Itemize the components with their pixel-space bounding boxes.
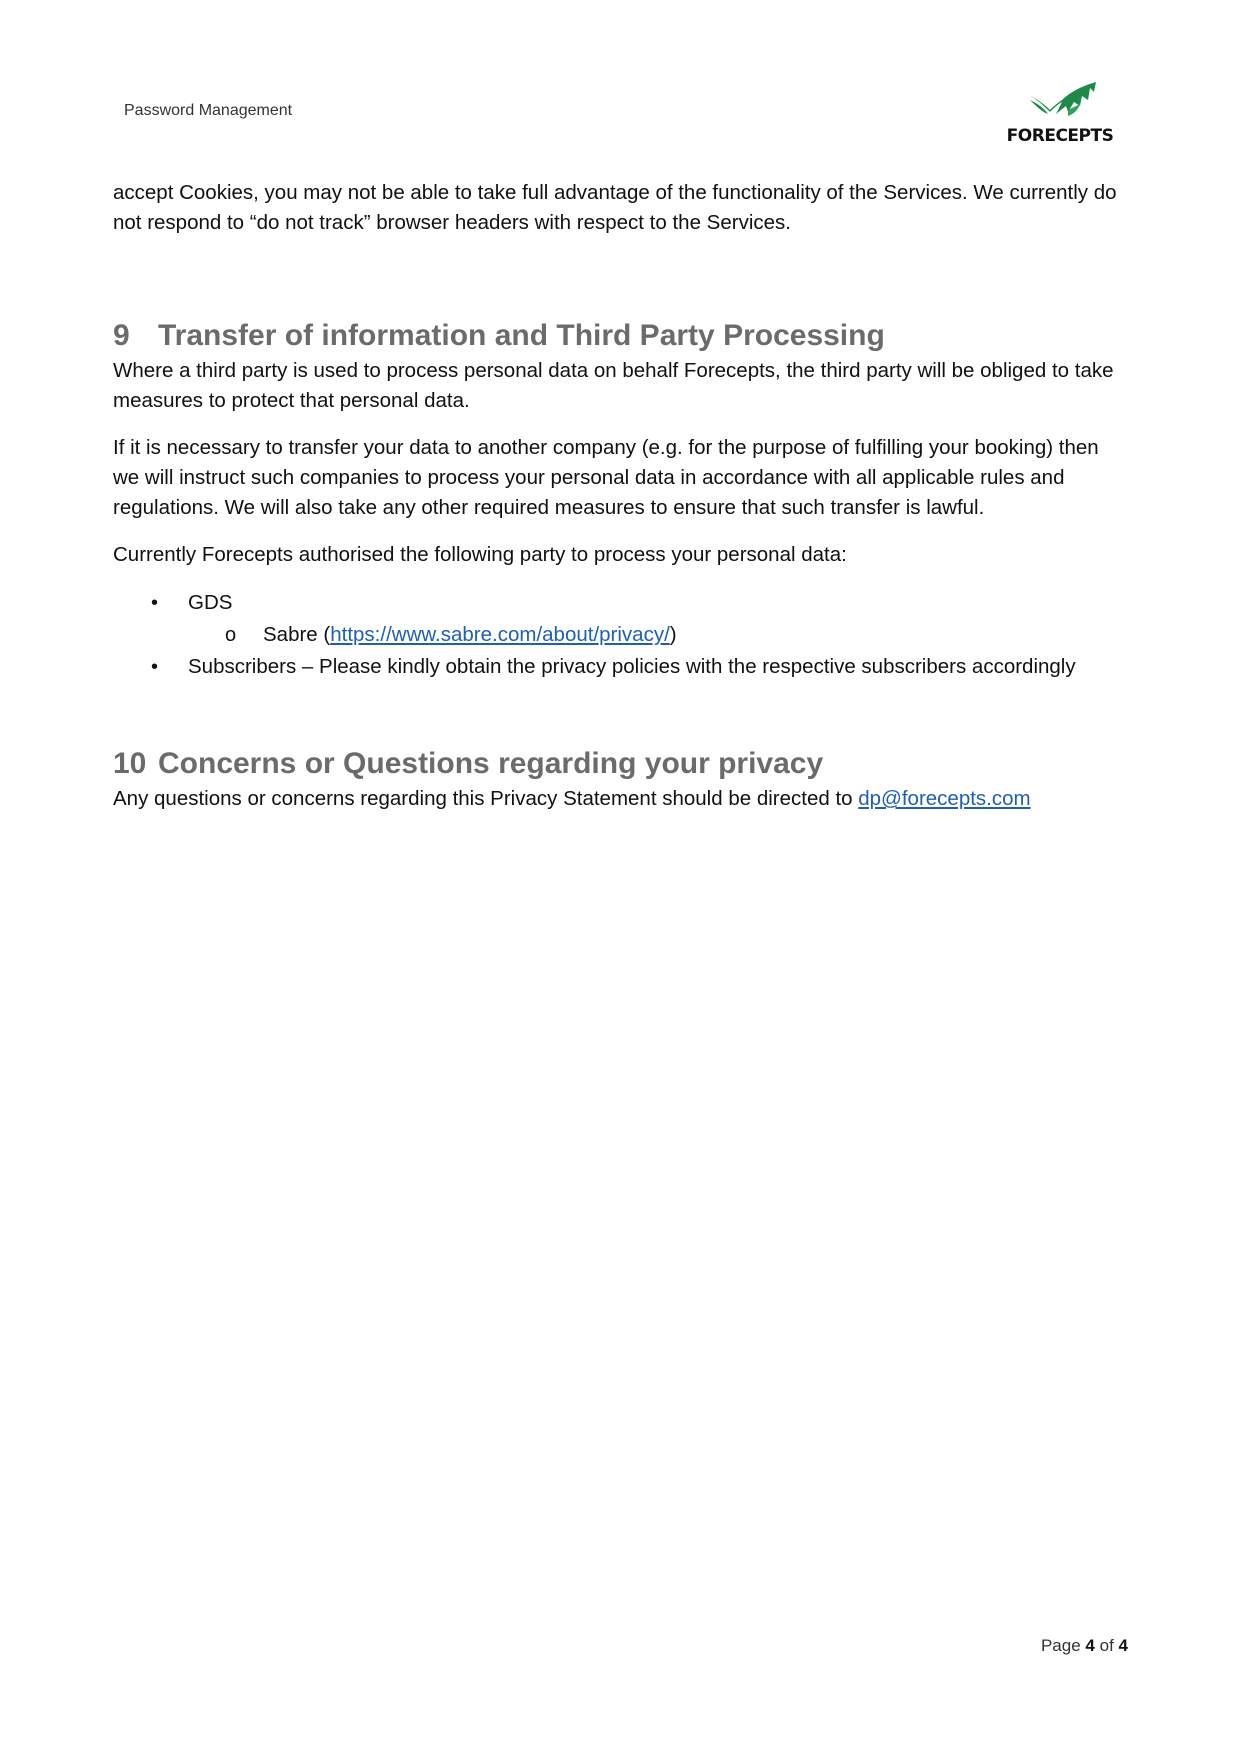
section-9-paragraph-2: If it is necessary to transfer your data to another company (e.g. for the purpose of fulfilling your booking) then we will instruct such companies to process your personal data in accordance with all applicable rules and regulations. We will also take any other required measures to ensure that such transfer is lawful. bbox=[113, 436, 1099, 519]
page-label: Page bbox=[1040, 1636, 1081, 1655]
contact-email-link[interactable]: dp@forecepts.com bbox=[858, 787, 1031, 810]
sub-item-prefix: Sabre ( bbox=[263, 623, 331, 646]
document-body bbox=[113, 178, 1129, 831]
logo-text: FORECEPTS bbox=[1006, 126, 1114, 146]
processor-list bbox=[113, 587, 1129, 683]
bullet-icon: • bbox=[151, 656, 159, 678]
section-title: Concerns or Questions regarding your privacy bbox=[158, 747, 824, 780]
company-logo bbox=[1004, 80, 1116, 148]
section-10-heading bbox=[113, 746, 1129, 782]
page-number bbox=[1041, 1636, 1128, 1656]
section-title: Transfer of information and Third Party Processing bbox=[158, 319, 885, 352]
list-item-text: Subscribers – Please kindly obtain the privacy policies with the respective subscribers accordingly bbox=[188, 655, 1076, 678]
circle-bullet-icon: o bbox=[225, 624, 237, 646]
page-of: of bbox=[1099, 1636, 1114, 1655]
sub-item-suffix: ) bbox=[669, 623, 677, 646]
bullet-icon: • bbox=[151, 592, 159, 614]
list-item-text: GDS bbox=[188, 591, 233, 614]
intro-paragraph: accept Cookies, you may not be able to take full advantage of the functionality of the Services. We currently do not respond to “do not track” browser headers with respect to the Services. bbox=[113, 181, 1117, 234]
sabre-privacy-link[interactable]: https://www.sabre.com/about/privacy/ bbox=[330, 623, 670, 646]
section-number: 9 bbox=[113, 319, 130, 352]
sub-list bbox=[188, 619, 1129, 651]
section-9-heading bbox=[113, 318, 1129, 354]
section-9-paragraph-1: Where a third party is used to process personal data on behalf Forecepts, the third party will be obliged to take measures to protect that personal data. bbox=[113, 359, 1114, 412]
leaf-bird-logo-icon bbox=[1022, 80, 1100, 128]
section-9-paragraph-3: Currently Forecepts authorised the following party to process your personal data: bbox=[113, 543, 847, 566]
contact-text: Any questions or concerns regarding this Privacy Statement should be directed to bbox=[113, 787, 859, 810]
header-title: Password Management bbox=[124, 102, 293, 119]
sub-list-item bbox=[188, 619, 1129, 651]
list-item bbox=[113, 587, 1129, 651]
section-10-paragraph bbox=[113, 784, 1129, 814]
page-total: 4 bbox=[1118, 1636, 1128, 1655]
page-current: 4 bbox=[1085, 1636, 1095, 1655]
list-item bbox=[113, 651, 1129, 683]
section-number: 10 bbox=[113, 747, 147, 780]
